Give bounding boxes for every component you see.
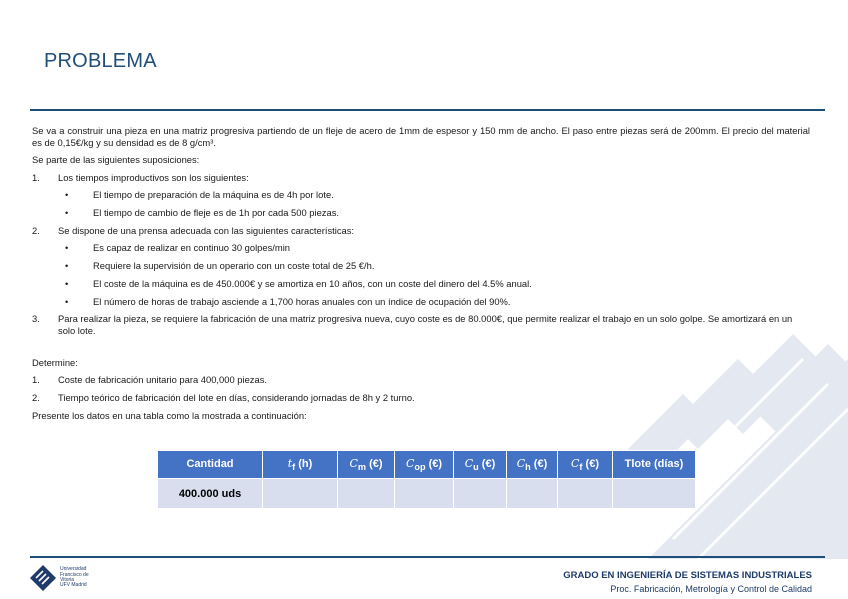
task-item-2: [32, 392, 810, 404]
top-divider: [30, 109, 825, 111]
task-text: Tiempo teórico de fabricación del lote en días, considerando jornadas de 8h y 2 turno.: [58, 392, 415, 404]
university-logo: [30, 565, 89, 591]
bullet-text: El tiempo de cambio de fleje es de 1h por cada 500 piezas.: [93, 207, 339, 219]
logo-line: Francisco de: [60, 571, 89, 578]
numbered-item-1: [32, 172, 810, 184]
col-header-cf: $C_f$ (€): [558, 451, 613, 479]
bullet-text: El tiempo de preparación de la máquina es de 4h por lote.: [93, 189, 334, 201]
task-number: 1.: [32, 374, 40, 386]
bullet-dot: •: [65, 295, 69, 307]
bullet-text: Requiere la supervisión de un operario con un coste total de 25 €/h.: [93, 260, 375, 272]
logo-text: [60, 567, 89, 589]
footer: [563, 570, 812, 594]
item-number: 1.: [32, 171, 40, 183]
table-cell: [454, 479, 507, 509]
col-header-tf: $t_f$ (h): [263, 451, 338, 479]
bullet-item: [65, 260, 810, 272]
task-number: 2.: [32, 392, 40, 404]
item-text: Los tiempos improductivos son los siguientes:: [58, 171, 249, 183]
item-number: 3.: [32, 313, 40, 325]
determine-heading: Determine:: [32, 357, 78, 369]
bullet-text: Es capaz de realizar en continuo 30 golpes/min: [93, 242, 290, 254]
assumptions-heading: Se parte de las siguientes suposiciones:: [32, 154, 200, 166]
bullet-item: [65, 242, 810, 254]
spacer: [32, 343, 810, 357]
col-header-ch: $C_h$ (€): [507, 451, 558, 479]
col-header-cop: $C_{op}$ (€): [395, 451, 454, 479]
results-table: [157, 450, 696, 509]
bullet-item: [65, 189, 810, 201]
table-row: [158, 479, 696, 509]
task-item-1: [32, 374, 810, 386]
problem-statement: [32, 125, 810, 427]
bullet-text: El número de horas de trabajo asciende a 1,700 horas anuales con un índice de ocupación del 90%.: [93, 295, 511, 307]
bullet-item: [65, 278, 810, 290]
page-title: PROBLEMA: [44, 50, 157, 72]
bullet-dot: •: [65, 260, 69, 272]
numbered-item-2: [32, 225, 810, 237]
bullet-item: [65, 207, 810, 219]
bottom-divider: [30, 556, 825, 558]
table-cell: [263, 479, 338, 509]
table-header-row: [158, 451, 696, 479]
course-title: Proc. Fabricación, Metrología y Control de Calidad: [610, 584, 812, 594]
table-cell: [338, 479, 395, 509]
table-cell: [613, 479, 696, 509]
bullet-item: [65, 296, 810, 308]
bullet-text: El coste de la máquina es de 450.000€ y se amortiza en 10 años, con un coste del dinero del 4.5% anual.: [93, 277, 532, 289]
logo-line: Vitoria: [60, 577, 75, 583]
bullet-dot: •: [65, 277, 69, 289]
table-cell: [507, 479, 558, 509]
col-header-cu: $C_u$ (€): [454, 451, 507, 479]
table-cell: [558, 479, 613, 509]
intro-paragraph: Se va a construir una pieza en una matriz progresiva partiendo de un fleje de acero de 1mm de espesor y 150 mm de ancho. El paso entre piezas será de 200mm. El precio del material es de 0,15€/kg y su densidad es de 8 g/cm³.: [32, 125, 810, 149]
bullet-dot: •: [65, 207, 69, 219]
col-header-tlote: Tlote (días): [613, 451, 696, 479]
logo-line: UFV Madrid: [60, 582, 87, 589]
degree-title: GRADO EN INGENIERÍA DE SISTEMAS INDUSTRIALES: [563, 570, 812, 581]
col-header-cantidad: Cantidad: [158, 451, 263, 479]
col-header-cm: $C_m$ (€): [338, 451, 395, 479]
item-text: Para realizar la pieza, se requiere la fabricación de una matriz progresiva nueva, cuyo coste es de 80.000€, que permite realizar el trabajo en un solo golpe. Se amortizará en un solo lote.: [58, 313, 793, 337]
present-instruction: Presente los datos en una tabla como la mostrada a continuación:: [32, 409, 307, 421]
bullet-dot: •: [65, 189, 69, 201]
task-text: Coste de fabricación unitario para 400,000 piezas.: [58, 374, 267, 386]
table-cell: [395, 479, 454, 509]
item-number: 2.: [32, 224, 40, 236]
bullet-dot: •: [65, 242, 69, 254]
table-cell-cantidad: 400.000 uds: [158, 479, 263, 509]
ufv-emblem-icon: [30, 565, 56, 591]
numbered-item-3: [32, 313, 810, 337]
logo-line: Universidad: [60, 566, 87, 573]
item-text: Se dispone de una prensa adecuada con las siguientes características:: [58, 224, 355, 236]
